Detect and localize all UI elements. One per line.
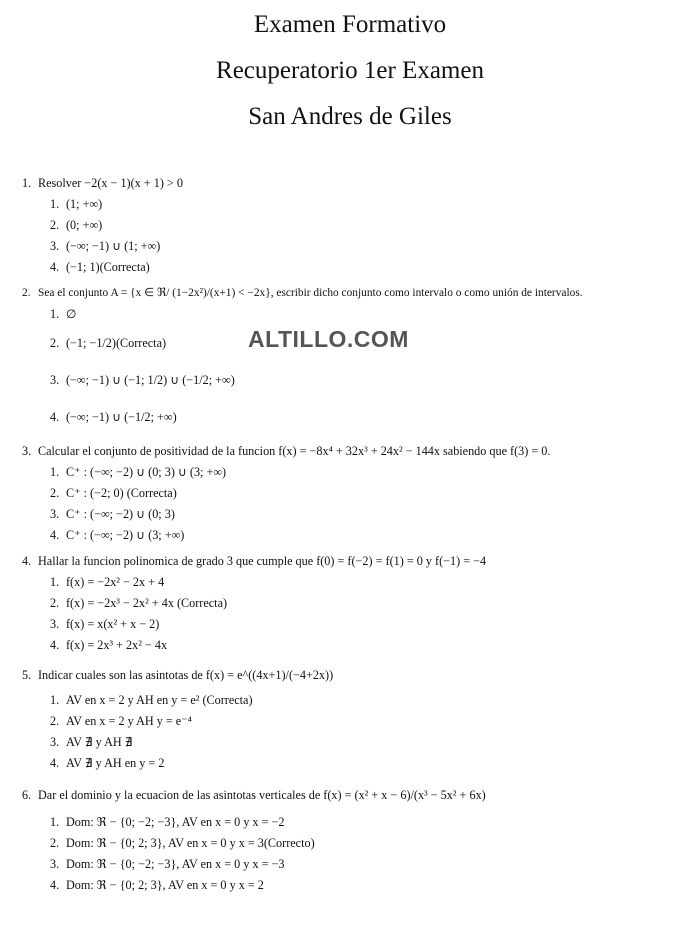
question-3 [22, 440, 682, 546]
option-number: 2. [50, 486, 60, 500]
option-number: 3. [50, 857, 60, 871]
question-number: 5. [22, 668, 32, 682]
exam-subtitle: Recuperatorio 1er Examen [216, 57, 484, 84]
option-text: (1; +∞) [66, 197, 103, 211]
option-number: 3. [50, 239, 60, 253]
option-number: 4. [50, 260, 60, 274]
question-number: 4. [22, 554, 32, 568]
option-text: AV en x = 2 y AH en y = e² (Correcta) [66, 693, 253, 707]
option-text: C⁺ : (−∞; −2) ∪ (0; 3) ∪ (3; +∞) [66, 465, 227, 479]
question-4 [22, 550, 682, 656]
option-text: C⁺ : (−∞; −2) ∪ (0; 3) [66, 507, 175, 521]
question-list [22, 172, 682, 896]
option-text: AV en x = 2 y AH y = e⁻⁴ [66, 714, 192, 728]
option-item [50, 483, 682, 504]
option-text: (0; +∞) [66, 218, 103, 232]
option-list [50, 462, 682, 546]
question-number: 1. [22, 176, 32, 190]
option-text: Dom: ℜ − {0; 2; 3}, AV en x = 0 y x = 3(Correcto) [66, 836, 315, 850]
option-number: 2. [50, 218, 60, 232]
option-number: 2. [50, 336, 60, 350]
option-number: 2. [50, 836, 60, 850]
option-text: C⁺ : (−∞; −2) ∪ (3; +∞) [66, 528, 185, 542]
question-6 [22, 778, 682, 896]
option-item [50, 833, 682, 854]
exam-header [0, 0, 700, 140]
option-item [50, 690, 682, 711]
option-item [50, 304, 682, 325]
option-number: 2. [50, 714, 60, 728]
option-number: 4. [50, 756, 60, 770]
question-5 [22, 660, 682, 774]
option-text: Dom: ℜ − {0; −2; −3}, AV en x = 0 y x = −3 [66, 857, 285, 871]
option-item [50, 236, 682, 257]
option-text: f(x) = −2x² − 2x + 4 [66, 575, 165, 589]
option-number: 4. [50, 638, 60, 652]
option-item [50, 614, 682, 635]
option-number: 4. [50, 410, 60, 424]
question-text: Hallar la funcion polinomica de grado 3 que cumple que f(0) = f(−2) = f(1) = 0 y f(−1) = −4 [38, 554, 487, 568]
option-number: 3. [50, 735, 60, 749]
option-list [50, 812, 682, 896]
exam-title: Examen Formativo [253, 11, 447, 38]
option-item [50, 215, 682, 236]
option-number: 1. [50, 815, 60, 829]
option-item [50, 572, 682, 593]
option-number: 1. [50, 575, 60, 589]
question-text: Sea el conjunto A = {x ∈ ℜ/ (1−2x²)/(x+1) < −2x}, escribir dicho conjunto como intervalo o como unión de intervalos. [38, 287, 583, 299]
option-item [50, 812, 682, 833]
question-number: 3. [22, 444, 32, 458]
option-number: 3. [50, 373, 60, 387]
option-item [50, 462, 682, 483]
option-text: (−∞; −1) ∪ (1; +∞) [66, 239, 161, 253]
option-text: Dom: ℜ − {0; 2; 3}, AV en x = 0 y x = 2 [66, 878, 264, 892]
question-number: 6. [22, 788, 32, 802]
watermark: ALTILLO.COM [248, 326, 409, 352]
question-text: Indicar cuales son las asintotas de f(x) = e^((4x+1)/(−4+2x)) [38, 668, 334, 682]
option-item [50, 753, 682, 774]
option-number: 2. [50, 596, 60, 610]
question-text: Resolver −2(x − 1)(x + 1) > 0 [38, 176, 183, 190]
option-item [50, 399, 682, 436]
option-text: f(x) = −2x³ − 2x² + 4x (Correcta) [66, 596, 228, 610]
option-number: 3. [50, 617, 60, 631]
option-text: C⁺ : (−2; 0) (Correcta) [66, 486, 177, 500]
option-list [50, 304, 682, 436]
option-text: Dom: ℜ − {0; −2; −3}, AV en x = 0 y x = −2 [66, 815, 285, 829]
option-text: f(x) = 2x³ + 2x² − 4x [66, 638, 168, 652]
option-text: (−1; 1)(Correcta) [66, 260, 150, 274]
option-item [50, 875, 682, 896]
option-number: 4. [50, 878, 60, 892]
option-item [50, 593, 682, 614]
option-number: 4. [50, 528, 60, 542]
option-list [50, 572, 682, 656]
option-item [50, 732, 682, 753]
option-list [50, 194, 682, 278]
option-item [50, 854, 682, 875]
option-number: 1. [50, 197, 60, 211]
option-item [50, 257, 682, 278]
question-2 [22, 282, 682, 436]
question-1 [22, 172, 682, 278]
option-text: (−∞; −1) ∪ (−1/2; +∞) [66, 410, 177, 424]
option-item [50, 525, 682, 546]
question-text: Dar el dominio y la ecuacion de las asintotas verticales de f(x) = (x² + x − 6)/(x³ − 5x² + 6x) [38, 788, 486, 802]
option-text: (−1; −1/2)(Correcta) [66, 336, 167, 350]
question-text: Calcular el conjunto de positividad de la funcion f(x) = −8x⁴ + 32x³ + 24x² − 144x sabiendo que f(3) = 0. [38, 444, 551, 458]
option-text: f(x) = x(x² + x − 2) [66, 617, 160, 631]
option-list [50, 690, 682, 774]
option-text: ∅ [66, 307, 77, 321]
option-number: 1. [50, 693, 60, 707]
option-text: AV ∄ y AH ∄ [66, 735, 133, 749]
question-number: 2. [22, 287, 31, 299]
option-item [50, 194, 682, 215]
option-number: 3. [50, 507, 60, 521]
option-item [50, 504, 682, 525]
option-item [50, 635, 682, 656]
option-item [50, 711, 682, 732]
option-text: AV ∄ y AH en y = 2 [66, 756, 165, 770]
option-text: (−∞; −1) ∪ (−1; 1/2) ∪ (−1/2; +∞) [66, 373, 235, 387]
option-number: 1. [50, 307, 60, 321]
option-number: 1. [50, 465, 60, 479]
option-item [50, 325, 682, 362]
option-item [50, 362, 682, 399]
exam-location: San Andres de Giles [248, 103, 452, 130]
